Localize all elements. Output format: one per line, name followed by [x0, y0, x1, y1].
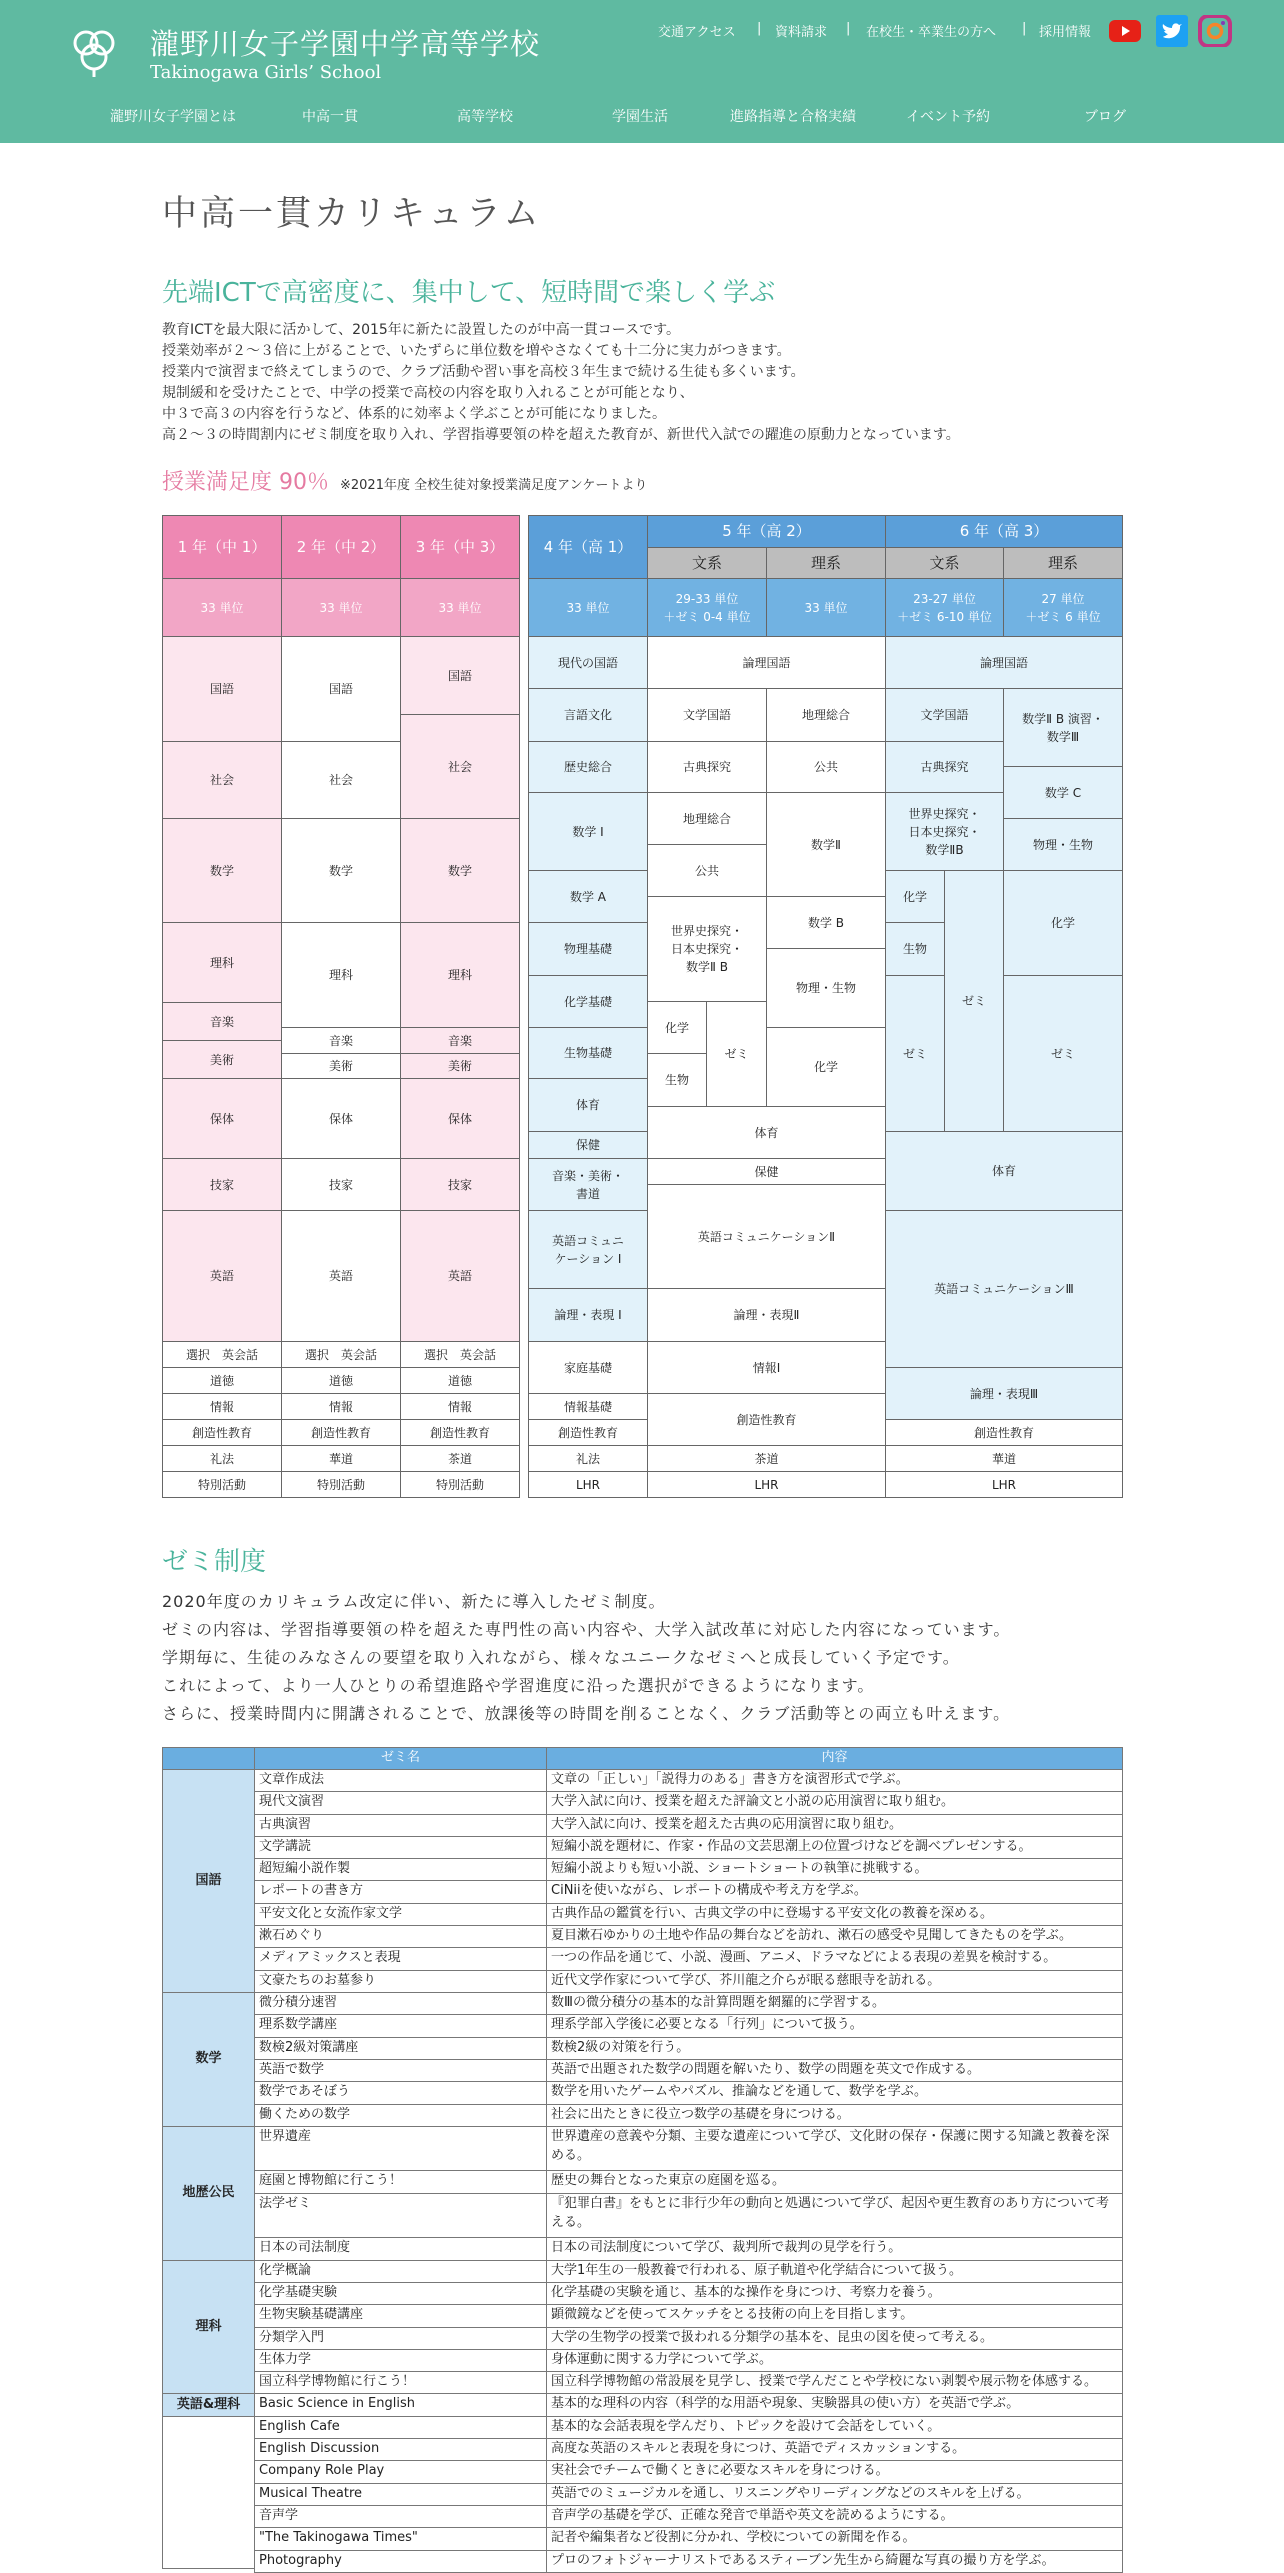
subject-cell: ゼミ — [944, 870, 1004, 1132]
subject-cell: 英語コミュニケーションⅡ — [647, 1184, 886, 1289]
instagram-icon[interactable] — [1198, 15, 1232, 47]
subject-cell: 創造性教育 — [885, 1419, 1123, 1446]
seminar-content: 古典作品の鑑賞を行い、古典文学の中に登場する平安文化の教養を深める。 — [546, 1903, 1123, 1926]
subject-cell: 保健 — [647, 1158, 886, 1185]
intro-line: 授業効率が２～３倍に上がることで、いたずらに単位数を増やさなくても十二分に実力がつきます。 — [162, 343, 791, 359]
section-heading-seminar: ゼミ制度 — [162, 1547, 267, 1577]
subject-cell: 音楽・美術・ 書道 — [528, 1158, 648, 1211]
subject-cell: 情報 — [281, 1393, 401, 1420]
seminar-name: 分類学入門 — [254, 2327, 547, 2350]
subject-cell: 美術 — [400, 1053, 520, 1079]
subject-cell: 華道 — [885, 1445, 1123, 1472]
subject-cell: 数学 — [281, 818, 401, 923]
subject-cell: 論理・表現Ⅱ — [647, 1288, 886, 1342]
seminar-content: 化学基礎の実験を通じ、基本的な操作を身につけ、考察力を養う。 — [546, 2282, 1123, 2305]
seminar-content: 短編小説を題材に、作家・作品の文芸思潮上の位置づけなどを調べプレゼンする。 — [546, 1836, 1123, 1859]
intro-line: 授業内で演習まで終えてしまうので、クラブ活動や習い事を高校３年生まで続ける生徒も多くいます。 — [162, 364, 805, 380]
subject-cell: 数学Ⅱ B 演習・ 数学Ⅲ — [1003, 688, 1123, 767]
subject-cell: 情報 — [162, 1393, 282, 1420]
subject-cell: 英語コミュニ ケーション I — [528, 1210, 648, 1289]
youtube-icon[interactable] — [1108, 15, 1142, 47]
subject-cell: 論理・表現Ⅲ — [885, 1367, 1123, 1420]
students-alumni-link[interactable]: 在校生・卒業生の方へ — [866, 25, 997, 40]
subject-cell: 生物基礎 — [528, 1027, 648, 1079]
section-heading-ict: 先端ICTで高密度に、集中して、短時間で楽しく学ぶ — [162, 278, 776, 308]
school-crest-icon[interactable] — [68, 26, 120, 78]
seminar-name: 数学であそぼう — [254, 2081, 547, 2105]
subject-group: 英語&理科 — [162, 2393, 255, 2417]
subject-cell: 化学 — [1003, 870, 1123, 976]
nav-about[interactable]: 瀧野川女子学園とは — [110, 109, 236, 125]
subject-cell: 論理国語 — [647, 636, 886, 689]
subject-cell: 理科 — [400, 922, 520, 1028]
subject-cell: 茶道 — [400, 1445, 520, 1472]
subject-cell: LHR — [528, 1471, 648, 1498]
seminar-name: 文章作成法 — [254, 1769, 547, 1792]
seminar-name: 平安文化と女流作家文学 — [254, 1903, 547, 1926]
subject-cell: 英語 — [400, 1210, 520, 1342]
subject-cell: 選択 英会話 — [162, 1341, 282, 1368]
subject-cell: 保健 — [528, 1131, 648, 1159]
intro-line: 規制緩和を受けたことで、中学の授業で高校の内容を取り入れることが可能となり、 — [162, 385, 694, 401]
units-cell: 33 単位 — [528, 578, 648, 637]
seminar-name: 生物実験基礎講座 — [254, 2304, 547, 2328]
units-cell: 27 単位 ＋ゼミ 6 単位 — [1003, 578, 1123, 637]
access-link[interactable]: 交通アクセス — [658, 25, 736, 40]
subject-cell: 生物 — [885, 922, 945, 976]
subject-cell: 英語 — [281, 1210, 401, 1342]
subject-cell: 古典探究 — [885, 741, 1004, 793]
seminar-content: 文章の「正しい」「説得力のある」書き方を演習形式で学ぶ。 — [546, 1769, 1123, 1792]
units-cell: 33 単位 — [766, 578, 886, 637]
subject-cell: 国語 — [400, 636, 520, 715]
subject-cell: LHR — [885, 1471, 1123, 1498]
seminar-name: 化学基礎実験 — [254, 2282, 547, 2305]
seminar-content: 大学入試に向け、授業を超えた評論文と小説の応用演習に取り組む。 — [546, 1791, 1123, 1815]
seminar-content: 歴史の舞台となった東京の庭園を巡る。 — [546, 2170, 1123, 2194]
seminar-content: 大学1年生の一般教養で行われる、原子軌道や化学結合について扱う。 — [546, 2260, 1123, 2283]
seminar-line: これによって、より一人ひとりの希望進路や学習進度に沿った選択ができるようになります。 — [162, 1676, 875, 1695]
subject-cell: 数学 B — [766, 896, 886, 949]
seminar-name: Musical Theatre — [254, 2483, 547, 2506]
seminar-content: 近代文学作家について学び、芥川龍之介らが眠る慈眼寺を訪れる。 — [546, 1970, 1123, 1993]
seminar-content: プロのフォトジャーナリストであるスティーブン先生から綺麗な写真の撮り方を学ぶ。 — [546, 2550, 1123, 2573]
seminar-content: 数Ⅲの微分積分の基本的な計算問題を網羅的に学習する。 — [546, 1992, 1123, 2015]
grade-header: 3 年（中 3） — [400, 515, 520, 579]
table-header-content: 内容 — [546, 1747, 1123, 1770]
subject-cell: 数学 A — [528, 870, 648, 923]
satisfaction-heading: 授業満足度 90％ — [162, 470, 329, 495]
subject-cell: 音楽 — [400, 1027, 520, 1054]
subject-cell: 文学国語 — [885, 688, 1004, 742]
subject-cell: 技家 — [281, 1158, 401, 1211]
seminar-content: 記者や編集者など役割に分かれ、学校についての新聞を作る。 — [546, 2527, 1123, 2551]
separator: | — [1022, 21, 1027, 36]
subject-cell: 音楽 — [281, 1027, 401, 1054]
seminar-content: 高度な英語のスキルと表現を身につけ、英語でディスカッションする。 — [546, 2438, 1123, 2461]
seminar-content: 音声学の基礎を学び、正確な発音で単語や英文を読めるようにする。 — [546, 2505, 1123, 2528]
seminar-name: レポートの書き方 — [254, 1880, 547, 1904]
grade-header: 4 年（高 1） — [528, 515, 648, 579]
seminar-line: 2020年度のカリキュラム改定に伴い、新たに導入したゼミ制度。 — [162, 1592, 666, 1611]
units-cell: 33 単位 — [162, 578, 282, 637]
subject-cell: 社会 — [400, 714, 520, 819]
subject-cell: 歴史総合 — [528, 741, 648, 793]
subject-cell: 物理・生物 — [1003, 818, 1123, 871]
seminar-content: 大学の生物学の授業で扱われる分類学の基本を、昆虫の図を使って考える。 — [546, 2327, 1123, 2350]
subject-cell: 音楽 — [162, 1002, 282, 1041]
subject-cell: 保体 — [162, 1078, 282, 1159]
subject-cell: 英語コミュニケーションⅢ — [885, 1210, 1123, 1368]
seminar-content: 理系学部入学後に必要となる「行列」について扱う。 — [546, 2014, 1123, 2038]
subject-cell: ゼミ — [885, 975, 945, 1132]
nav-high-school[interactable]: 高等学校 — [457, 109, 513, 125]
table-header-blank — [162, 1747, 255, 1770]
subject-cell: 物理基礎 — [528, 922, 648, 976]
subject-cell: 数学 I — [528, 792, 648, 871]
units-cell: 33 単位 — [281, 578, 401, 637]
subject-cell: 道徳 — [162, 1367, 282, 1394]
units-cell: 23-27 単位 ＋ゼミ 6-10 単位 — [885, 578, 1004, 637]
subject-cell: 保体 — [281, 1078, 401, 1159]
track-header: 理系 — [766, 547, 886, 579]
subject-cell: 特別活動 — [162, 1471, 282, 1498]
subject-cell: 国語 — [162, 636, 282, 742]
subject-cell: ゼミ — [1003, 975, 1123, 1132]
subject-group: 理科 — [162, 2260, 255, 2394]
subject-cell: 社会 — [162, 741, 282, 819]
subject-cell: 言語文化 — [528, 688, 648, 742]
subject-cell: 数学 — [400, 818, 520, 923]
subject-cell: 地理総合 — [647, 792, 767, 845]
seminar-content: 数学を用いたゲームやパズル、推論などを通して、数学を学ぶ。 — [546, 2081, 1123, 2105]
intro-line: 教育ICTを最大限に活かして、2015年に新たに設置したのが中高一貫コースです。 — [162, 322, 680, 338]
subject-cell: 家庭基礎 — [528, 1341, 648, 1394]
seminar-content: 『犯罪白書』をもとに非行少年の動向と処遇について学び、起因や更生教育のあり方について考える。 — [546, 2193, 1123, 2238]
seminar-content: 顕微鏡などを使ってスケッチをとる技術の向上を目指します。 — [546, 2304, 1123, 2328]
seminar-name: 文学講読 — [254, 1836, 547, 1859]
subject-cell: 数学Ⅱ — [766, 792, 886, 897]
seminar-content: CiNiiを使いながら、レポートの構成や考え方を学ぶ。 — [546, 1880, 1123, 1904]
subject-cell: 化学 — [647, 1001, 707, 1054]
subject-group: 数学 — [162, 1992, 255, 2127]
seminar-name: 国立科学博物館に行こう！ — [254, 2371, 547, 2394]
recruit-link[interactable]: 採用情報 — [1039, 25, 1092, 40]
subject-cell: 礼法 — [162, 1445, 282, 1472]
seminar-name: 日本の司法制度 — [254, 2237, 547, 2261]
seminar-content: 短編小説よりも短い小説、ショートショートの執筆に挑戦する。 — [546, 1858, 1123, 1881]
subject-cell: 古典探究 — [647, 741, 767, 793]
subject-cell: 創造性教育 — [281, 1419, 401, 1446]
subject-cell: 公共 — [766, 741, 886, 793]
satisfaction-note: ※2021年度 全校生徒対象授業満足度アンケートより — [340, 478, 648, 493]
request-docs-link[interactable]: 資料請求 — [775, 25, 828, 40]
grade-header: 6 年（高 3） — [885, 515, 1123, 548]
seminar-content: 国立科学博物館の常設展を見学し、授業で学んだことや学校にない剥製や展示物を体感する。 — [546, 2371, 1123, 2394]
subject-cell: 論理・表現 I — [528, 1288, 648, 1342]
seminar-content: 基本的な理科の内容（科学的な用語や現象、実験器具の使い方）を英語で学ぶ。 — [546, 2393, 1123, 2417]
school-name[interactable]: 瀧野川女子学園中学高等学校 — [150, 27, 541, 61]
units-cell: 33 単位 — [400, 578, 520, 637]
subject-cell: 情報基礎 — [528, 1393, 648, 1420]
track-header: 理系 — [1003, 547, 1123, 579]
subject-cell: 情報 — [400, 1393, 520, 1420]
subject-cell: 礼法 — [528, 1445, 648, 1472]
seminar-name: 英語で数学 — [254, 2059, 547, 2082]
seminar-name: 庭園と博物館に行こう！ — [254, 2170, 547, 2194]
seminar-line: 学期毎に、生徒のみなさんの要望を取り入れながら、様々なユニークなゼミへと成長していく予定です。 — [162, 1648, 960, 1667]
seminar-content: 夏目漱石ゆかりの土地や作品の舞台などを訪れ、漱石の感受や見聞してきたものを学ぶ。 — [546, 1925, 1123, 1948]
subject-cell: 情報Ⅰ — [647, 1341, 886, 1394]
subject-cell: 国語 — [281, 636, 401, 742]
subject-cell: 公共 — [647, 844, 767, 897]
subject-cell: 数学 C — [1003, 766, 1123, 819]
seminar-content: 基本的な会話表現を学んだり、トピックを設けて会話をしていく。 — [546, 2416, 1123, 2439]
seminar-name: Photography — [254, 2550, 547, 2573]
seminar-name: 漱石めぐり — [254, 1925, 547, 1948]
nav-career[interactable]: 進路指導と合格実績 — [730, 109, 856, 125]
seminar-name: 世界遺産 — [254, 2126, 547, 2171]
seminar-name: English Cafe — [254, 2416, 547, 2439]
subject-cell: 体育 — [647, 1106, 886, 1159]
subject-cell: 特別活動 — [400, 1471, 520, 1498]
subject-cell: 技家 — [400, 1158, 520, 1211]
seminar-name: 生体力学 — [254, 2349, 547, 2372]
seminar-content: 英語で出題された数学の問題を解いたり、数学の問題を英文で作成する。 — [546, 2059, 1123, 2082]
seminar-content: 世界遺産の意義や分類、主要な遺産について学び、文化財の保存・保護に関する知識と教養を深める。 — [546, 2126, 1123, 2171]
grade-header: 5 年（高 2） — [647, 515, 886, 548]
seminar-content: 社会に出たときに役立つ数学の基礎を身につける。 — [546, 2104, 1123, 2127]
subject-cell: 体育 — [528, 1078, 648, 1132]
subject-cell: 道徳 — [281, 1367, 401, 1394]
seminar-name: 微分積分速習 — [254, 1992, 547, 2015]
subject-cell: 化学 — [766, 1027, 886, 1107]
page-title: 中高一貫カリキュラム — [162, 194, 542, 234]
separator: | — [846, 21, 851, 36]
subject-cell: 選択 英会話 — [281, 1341, 401, 1368]
subject-cell: 美術 — [162, 1040, 282, 1079]
subject-cell: 美術 — [281, 1053, 401, 1079]
grade-header: 1 年（中 1） — [162, 515, 282, 579]
subject-cell: 創造性教育 — [400, 1419, 520, 1446]
subject-cell: 保体 — [400, 1078, 520, 1159]
subject-cell: 社会 — [281, 741, 401, 819]
seminar-name: 働くための数学 — [254, 2104, 547, 2127]
seminar-name: 超短編小説作製 — [254, 1858, 547, 1881]
subject-group — [162, 2416, 255, 2569]
subject-cell: 文学国語 — [647, 688, 767, 742]
seminar-content: 日本の司法制度について学び、裁判所で裁判の見学を行う。 — [546, 2237, 1123, 2261]
school-name-en[interactable]: Takinogawa Girls’ School — [150, 62, 382, 83]
subject-cell: 創造性教育 — [162, 1419, 282, 1446]
seminar-name: 化学概論 — [254, 2260, 547, 2283]
intro-line: 高２～３の時間割内にゼミ制度を取り入れ、学習指導要領の枠を超えた教育が、新世代入試での躍進の原動力となっています。 — [162, 427, 960, 443]
subject-cell: 特別活動 — [281, 1471, 401, 1498]
seminar-name: English Discussion — [254, 2438, 547, 2461]
seminar-name: 古典演習 — [254, 1814, 547, 1837]
units-cell: 29-33 単位 ＋ゼミ 0-4 単位 — [647, 578, 767, 637]
subject-cell: ゼミ — [706, 1001, 767, 1107]
subject-cell: 技家 — [162, 1158, 282, 1211]
subject-cell: 理科 — [281, 922, 401, 1028]
subject-cell: 世界史探究・ 日本史探究・ 数学ⅡB — [885, 792, 1004, 871]
subject-cell: 華道 — [281, 1445, 401, 1472]
subject-group: 地歴公民 — [162, 2126, 255, 2261]
intro-line: 中３で高３の内容を行うなど、体系的に効率よく学ぶことが可能になりました。 — [162, 406, 666, 422]
subject-cell: 生物 — [647, 1053, 707, 1107]
seminar-content: 実社会でチームで働くときに必要なスキルを身につける。 — [546, 2460, 1123, 2484]
subject-group: 国語 — [162, 1769, 255, 1993]
table-header-name: ゼミ名 — [254, 1747, 547, 1770]
seminar-name: 音声学 — [254, 2505, 547, 2528]
nav-blog[interactable]: ブログ — [1084, 109, 1126, 125]
seminar-content: 大学入試に向け、授業を超えた古典の応用演習に取り組む。 — [546, 1814, 1123, 1837]
subject-cell: 体育 — [885, 1131, 1123, 1211]
seminar-name: "The Takinogawa Times" — [254, 2527, 547, 2551]
subject-cell: 世界史探究・ 日本史探究・ 数学Ⅱ B — [647, 896, 767, 1002]
nav-junior-senior[interactable]: 中高一貫 — [302, 109, 358, 125]
subject-cell: 英語 — [162, 1210, 282, 1342]
seminar-name: Basic Science in English — [254, 2393, 547, 2417]
subject-cell: 創造性教育 — [647, 1393, 886, 1446]
nav-school-life[interactable]: 学園生活 — [612, 109, 668, 125]
separator: | — [757, 21, 762, 36]
seminar-name: 理系数学講座 — [254, 2014, 547, 2038]
seminar-name: Company Role Play — [254, 2460, 547, 2484]
seminar-name: 文豪たちのお墓参り — [254, 1970, 547, 1993]
seminar-content: 一つの作品を通じて、小説、漫画、アニメ、ドラマなどによる表現の差異を検討する。 — [546, 1947, 1123, 1971]
subject-cell: 理科 — [162, 922, 282, 1003]
subject-cell: 現代の国語 — [528, 636, 648, 689]
twitter-icon[interactable] — [1155, 15, 1189, 47]
seminar-content: 身体運動に関する力学について学ぶ。 — [546, 2349, 1123, 2372]
subject-cell: 数学 — [162, 818, 282, 923]
seminar-content: 英語でのミュージカルを通し、リスニングやリーディングなどのスキルを上げる。 — [546, 2483, 1123, 2506]
subject-cell: 地理総合 — [766, 688, 886, 742]
subject-cell: 茶道 — [647, 1445, 886, 1472]
grade-header: 2 年（中 2） — [281, 515, 401, 579]
seminar-name: 数検2級対策講座 — [254, 2037, 547, 2060]
track-header: 文系 — [647, 547, 767, 579]
subject-cell: 選択 英会話 — [400, 1341, 520, 1368]
subject-cell: 化学基礎 — [528, 975, 648, 1028]
site-header — [0, 0, 1284, 143]
subject-cell: LHR — [647, 1471, 886, 1498]
subject-cell: 道徳 — [400, 1367, 520, 1394]
subject-cell: 化学 — [885, 870, 945, 923]
seminar-content: 数検2級の対策を行う。 — [546, 2037, 1123, 2060]
subject-cell: 論理国語 — [885, 636, 1123, 689]
seminar-name: 現代文演習 — [254, 1791, 547, 1815]
track-header: 文系 — [885, 547, 1004, 579]
seminar-name: メディアミックスと表現 — [254, 1947, 547, 1971]
subject-cell: 創造性教育 — [528, 1419, 648, 1446]
nav-event-booking[interactable]: イベント予約 — [906, 109, 990, 125]
seminar-line: ゼミの内容は、学習指導要領の枠を超えた専門性の高い内容や、大学入試改革に対応した内容になっています。 — [162, 1620, 1011, 1639]
subject-cell: 物理・生物 — [766, 948, 886, 1028]
seminar-name: 法学ゼミ — [254, 2193, 547, 2238]
seminar-line: さらに、授業時間内に開講されることで、放課後等の時間を削ることなく、クラブ活動等との両立も叶えます。 — [162, 1704, 1011, 1723]
